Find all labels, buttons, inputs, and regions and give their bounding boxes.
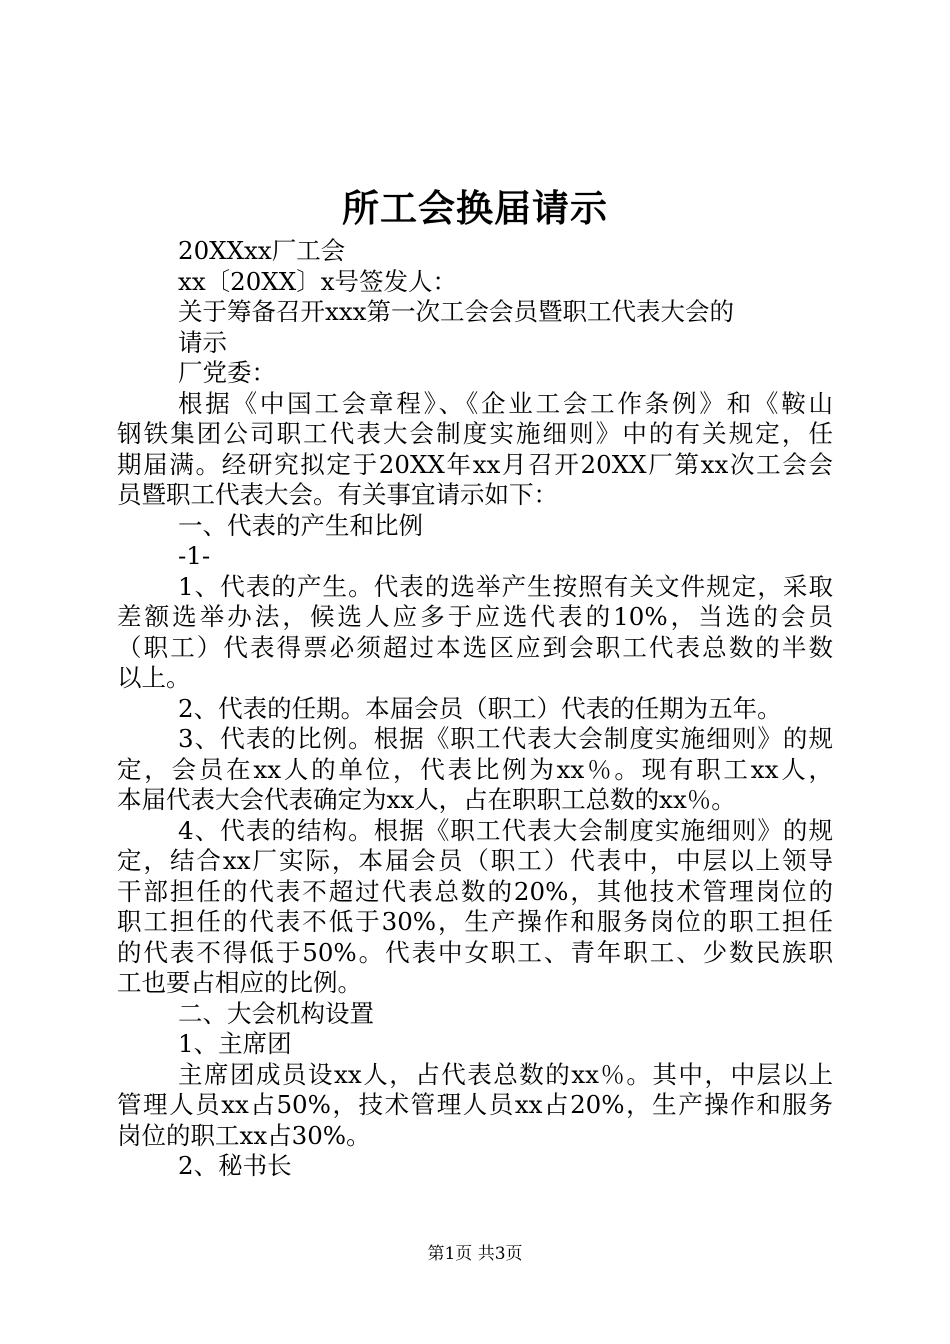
paragraph-line: 本届代表大会代表确定为xx人，占在职职工总数的xx％。 — [117, 785, 736, 814]
header-line: 20XXxx厂工会 — [178, 236, 346, 265]
paragraph-line: 职工担任的代表不低于30%，生产操作和服务岗位的职工担任 — [117, 907, 833, 936]
subsection-heading: 2、秘书长 — [178, 1151, 292, 1180]
paragraph-line: 主席团成员设xx人，占代表总数的xx％。其中，中层以上 — [178, 1059, 833, 1089]
section-heading: 二、大会机构设置 — [178, 998, 374, 1028]
paragraph-line: 钢铁集团公司职工代表大会制度实施细则》中的有关规定，任 — [117, 419, 833, 448]
paragraph-line: 定，结合xx厂实际，本届会员（职工）代表中，中层以上领导 — [117, 846, 833, 875]
paragraph-line: 岗位的职工xx占30%。 — [117, 1120, 371, 1150]
paragraph-line: 差额选举办法，候选人应多于应选代表的10%，当选的会员 — [117, 602, 833, 631]
paragraph-line: 3、代表的比例。根据《职工代表大会制度实施细则》的规 — [178, 724, 833, 753]
addressee-line: 厂党委： — [178, 358, 276, 387]
paragraph-line: 2、代表的任期。本届会员（职工）代表的任期为五年。 — [178, 693, 782, 723]
paragraph-line: 期届满。经研究拟定于20XX年xx月召开20XX厂第xx次工会会 — [117, 449, 833, 479]
paragraph-line: 4、代表的结构。根据《职工代表大会制度实施细则》的规 — [178, 815, 833, 845]
paragraph-line: 根据《中国工会章程》、《企业工会工作条例》和《鞍山 — [178, 388, 833, 418]
document-number-line: xx〔20XX〕x号签发人： — [178, 266, 458, 296]
page-marker: -1- — [178, 541, 211, 570]
document-body — [117, 236, 833, 1182]
paragraph-line: 工也要占相应的比例。 — [117, 968, 362, 997]
paragraph-line: 1、代表的产生。代表的选举产生按照有关文件规定，采取 — [178, 571, 833, 601]
paragraph-line: 定，会员在xx人的单位，代表比例为xx％。现有职工xx人， — [117, 754, 833, 784]
page-footer: 第1页 共3页 — [427, 1244, 523, 1264]
paragraph-line: 员暨职工代表大会。有关事宜请示如下： — [117, 480, 558, 509]
paragraph-line: 的代表不得低于50%。代表中女职工、青年职工、少数民族职 — [117, 937, 833, 967]
document-title: 所工会换届请示 — [342, 186, 608, 230]
paragraph-line: （职工）代表得票必须超过本选区应到会职工代表总数的半数 — [117, 632, 833, 662]
subsection-heading: 1、主席团 — [178, 1029, 292, 1058]
subject-line: 关于筹备召开xxx第一次工会会员暨职工代表大会的 — [178, 297, 734, 326]
paragraph-line: 管理人员xx占50%，技术管理人员xx占20%，生产操作和服务 — [117, 1090, 833, 1119]
section-heading: 一、代表的产生和比例 — [178, 510, 423, 540]
subject-line-cont: 请示 — [178, 327, 227, 357]
paragraph-line: 以上。 — [117, 663, 191, 692]
paragraph-line: 干部担任的代表不超过代表总数的20%，其他技术管理岗位的 — [117, 876, 833, 906]
